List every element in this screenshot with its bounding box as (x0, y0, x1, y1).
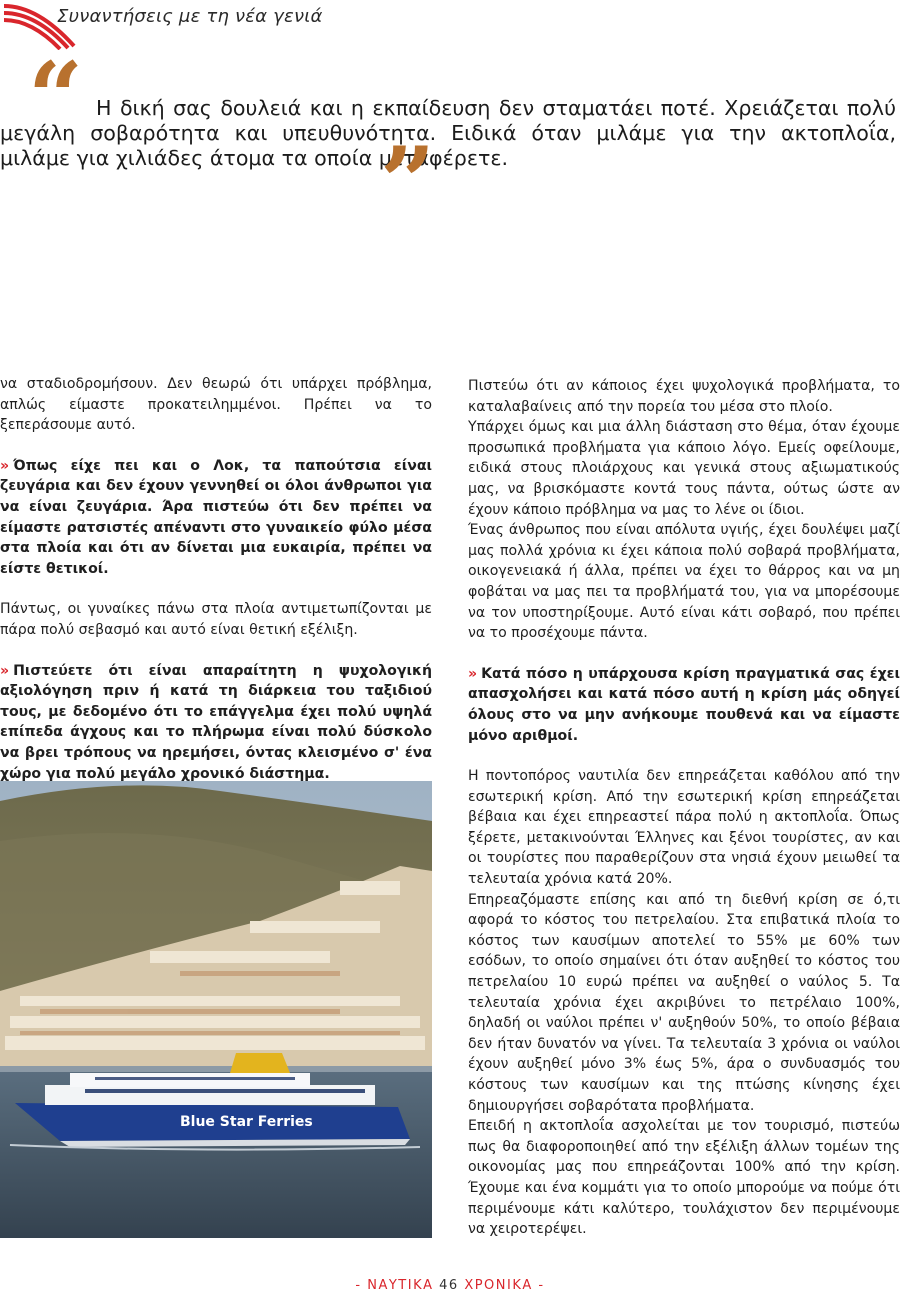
question-text: Πιστεύετε ότι είναι απαραίτητη η ψυχολογική αξιολόγηση πριν ή κατά τη διάρκεια του ταξιδιού τους, με δεδομένο ότι το επάγγελμα έχει πολύ υψηλά επίπεδα άγχους και το πλήρωμα είναι πολύ δύσκολο να βρει τρόπους να ηρεμήσει, όντας κλεισμένο σ' ένα χώρο για πολύ μεγάλο χρονικό διάστημα. (0, 662, 432, 782)
footer-right-text: ΧΡΟΝΙΚΑ - (464, 1278, 545, 1293)
question-text: Κατά πόσο η υπάρχουσα κρίση πραγματικά σας έχει απασχολήσει και κατά πόσο αυτή η κρίση μάς οδηγεί όλους στο να μην ανήκουμε πουθενά και να είμαστε μόνο αριθμοί. (468, 665, 900, 744)
ferry-harbor-photo (0, 781, 432, 1238)
interview-question (0, 661, 432, 785)
question-arrow-icon: » (468, 665, 478, 682)
body-paragraph: Πάντως, οι γυναίκες πάνω στα πλοία αντιμετωπίζονται με πάρα πολύ σεβασμό και αυτό είναι θετική εξέλιξη. (0, 601, 432, 638)
section-title: Συναντήσεις με τη νέα γενιά (57, 6, 323, 27)
ship-name-text: Blue Star Ferries (180, 1114, 313, 1130)
footer-left-text: - ΝΑΥΤΙΚΑ (355, 1278, 434, 1293)
question-arrow-icon: » (0, 457, 10, 474)
body-paragraph: Ένας άνθρωπος που είναι απόλυτα υγιής, έχει δουλέψει μαζί μας πολλά χρόνια κι έχει κάποια πολύ σοβαρά προβλήματα, οικογενειακά ή άλλα, πρέπει να έχει το θάρρος και να μη φοβάται να μας πει τα προβλήματά του, για να μπορέσουμε να τον υποστηρίξουμε. Αυτό είναι κάτι σοβαρό, που πρέπει να το προσέχουμε πάντα. (468, 522, 900, 642)
interview-question (468, 664, 900, 746)
body-paragraph: να σταδιοδρομήσουν. Δεν θεωρώ ότι υπάρχει πρόβλημα, απλώς είμαστε προκατειλημμένοι. Πρέπει να το ξεπεράσουμε αυτό. (0, 376, 432, 434)
body-paragraph: Επηρεαζόμαστε επίσης και από τη διεθνή κρίση σε ό,τι αφορά το κόστος του πετρελαίου. Στα επιβατικά πλοία το κόστος των καυσίμων αποτελεί το 55% με 60% των εσόδων, το οποίο σημαίνει ότι όταν αυξηθεί το κόστος του πετρελαίου 10 ευρώ πρέπει να αυξηθεί ο ναύλος 5. Τα τελευταία χρόνια έχει ακριβύνει το πετρέλαιο 100%, δηλαδή οι ναύλοι πρέπει ν' αυξηθούν 50%, το οποίο βέβαια δεν ήταν δυνατόν να γίνει. Τα τελευταία 3 χρόνια οι ναύλοι έχουν αυξηθεί μόνο 3% έως 5%, άρα ο συνδυασμός του κόστους των καυσίμων και της πτώσης κίνησης έχει δημιουργήσει σοβαρότατα προβλήματα. (468, 891, 900, 1114)
open-quote-mark-icon: “ (28, 41, 84, 154)
body-paragraph: Πιστεύω ότι αν κάποιος έχει ψυχολογικά προβλήματα, το καταλαβαίνεις από την πορεία του μέσα στο πλοίο. (468, 378, 900, 415)
body-paragraph: Επειδή η ακτοπλοΐα ασχολείται με τον τουρισμό, πιστεύω πως θα διαφοροποιηθεί από την εξέλιξη άλλων τομέων της οικονομίας μας που επηρεάζονται 100% από την κρίση. Έχουμε και ένα κομμάτι για το οποίο μπορούμε να πούμε ότι περιμένουμε κάτι καλύτερο, τουλάχιστον δεν περιμένουμε να χειροτερέψει. (468, 1118, 900, 1238)
body-paragraph: Υπάρχει όμως και μια άλλη διάσταση στο θέμα, όταν έχουμε προσωπικά προβλήματα για κάποιο λόγο. Εμείς οφείλουμε, ειδικά στους πλοιάρχους και γενικά στους αξιωματικούς μας, να βρισκόμαστε κοντά τους πάντα, ούτως ώστε αν έχουν κάποιο πρόβλημα να μας το λένε οι ίδιοι. (468, 419, 900, 518)
page-number: 46 (439, 1278, 459, 1293)
question-arrow-icon: » (0, 662, 10, 679)
left-column (0, 374, 432, 784)
body-paragraph: Η ποντοπόρος ναυτιλία δεν επηρεάζεται καθόλου από την εσωτερική κρίση. Από την εσωτερική κρίση επηρεάζεται βέβαια και έχει επηρεαστεί πάρα πολύ η ακτοπλοΐα. Όπως ξέρετε, μετακινούνται Έλληνες και ξένοι τουρίστες, αν και οι τουρίστες που παραθερίζουν στα νησιά έχουν μειωθεί τα τελευταία χρόνια κατά 20%. (468, 768, 900, 888)
close-quote-mark-icon: ” (380, 126, 436, 239)
right-column (468, 376, 900, 1240)
question-text: Όπως είχε πει και ο Λοκ, τα παπούτσια είναι ζευγάρια και δεν έχουν γεννηθεί οι όλοι άνθρωποι για να είναι ζευγάρια. Άρα πιστεύω ότι δεν πρέπει να είμαστε ρατσιστές απέναντι στο γυναικείο φύλο μέσα στα πλοία και ότι αν δίνεται μια ευκαιρία, πρέπει να είστε θετικοί. (0, 457, 432, 577)
pull-quote: Η δική σας δουλειά και η εκπαίδευση δεν σταματάει ποτέ. Χρειάζεται πολύ μεγάλη σοβαρότητα και υπευθυνότητα. Ειδικά όταν μιλάμε για την ακτοπλοΐα, μιλάμε για χιλιάδες άτομα τα οποία μεταφέρετε. (0, 96, 896, 170)
interview-question (0, 456, 432, 580)
